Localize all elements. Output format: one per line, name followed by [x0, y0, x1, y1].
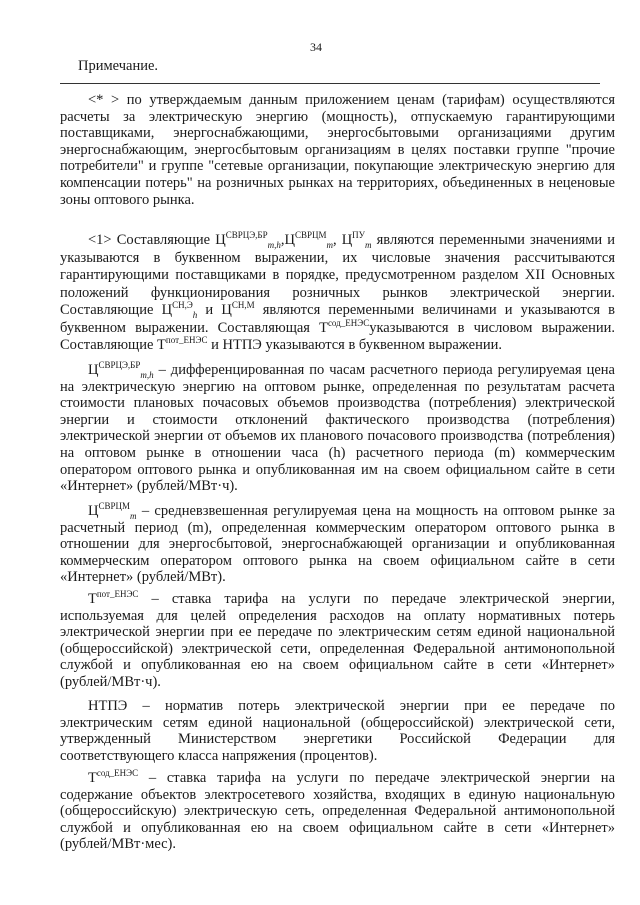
formula-symbol: $Ц^{СН,Э}_h$ — [161, 300, 198, 320]
definition-svrtse-br — [60, 362, 615, 495]
formula-symbol: $Ц^{СВРЦЭ,БР}_{m,h}$ — [88, 360, 154, 380]
text-line: Составляющие $Ц^{СН,Э}_h$ и $Ц^{СН,М}$ являются переменными величинами и указываются в — [60, 300, 616, 320]
definition-svrtsm — [60, 503, 615, 586]
formula-symbol: $Ц^{ПУ}_m$ — [341, 230, 372, 250]
formula-symbol: $Т^{сод\_ЕНЭС}$ — [88, 768, 139, 786]
formula-symbol: $Ц^{СН,М}$ — [221, 300, 255, 318]
text-line: содержание объектов электросетевого хозяйства, входящих в единую национальную — [60, 786, 615, 803]
definition-pot-enes — [60, 591, 615, 691]
text-line: «Интернет» (рублей/МВт·ч). — [60, 478, 238, 495]
text-line: (общероссийской) электрической сети, определенная Федеральной антимонопольной — [60, 640, 615, 657]
text-line: зоны оптового рынка. — [60, 191, 195, 208]
text-line: Составляющие $Т^{пот\_ЕНЭС}$ и НТПЭ указываются в буквенном выражении. — [60, 335, 502, 353]
text-line: электрической энергии от объемов их планового почасового производства (потребления) — [60, 428, 615, 445]
text-line: энергии и стоимости отклонений фактического производства (потребления) — [60, 411, 615, 428]
separator-line — [60, 83, 600, 84]
text-line: буквенном выражении. Составляющая $Т^{сод\_ЕНЭС}указываются$ в числовом выражении. — [60, 317, 615, 336]
formula-symbol: $Т^{пот\_ЕНЭС}$ — [88, 589, 139, 607]
formula-symbol: $Ц^{СВРЦЭ,БР}_{m,h}$ — [215, 230, 281, 250]
text-line: гарантирующими поставщиками в порядке, предусмотренном разделом XII Основных — [60, 267, 615, 283]
formula-symbol: $Т^{пот\_ЕНЭС}$ — [157, 335, 208, 353]
text-line: стоимости плановых почасовых объемов производства (потребления) электрической — [60, 395, 615, 412]
text-line: компенсации потерь" на розничных рынках на территориях, объединенных в неценовые — [60, 174, 615, 191]
text-line: <* > по утверждаемым данным приложением ценам (тарифам) осуществляются — [88, 92, 615, 108]
text-line: (рублей/МВт·мес). — [60, 836, 177, 853]
text-line: коммерческим оператором оптового рынка на своем официальном сайте в сети — [60, 552, 615, 569]
text-line: службой и опубликованная ею на своем официальном сайте в сети «Интернет» — [60, 657, 615, 674]
text-line: $Т^{пот\_ЕНЭС}$ – ставка тарифа на услуги по передаче электрической энергии, — [88, 589, 615, 607]
text-line: <1> Составляющие $Ц^{СВРЦЭ,БР}_{m,h},Ц^{СВРЦМ}_m$, $Ц^{ПУ}_m$ являются переменными значениями и — [88, 230, 616, 250]
text-line: поставщиками, энергоснабжающими, энергосбытовыми организациями другим — [60, 125, 615, 142]
text-line: $Ц^{СВРЦМ}_m$ – средневзвешенная регулируемая цена на мощность на оптовом рынке за — [88, 501, 616, 521]
definition-sod-enes — [60, 770, 615, 853]
text-line: утвержденный Министерством энергетики Российской Федерации для — [60, 731, 615, 748]
text-line: на оптовом рынке в отношении часа (h) расчетного периода (m) коммерческим — [60, 444, 615, 461]
text-line: «Интернет» (рублей/МВт). — [60, 569, 226, 586]
text-line: положений функционирования розничных рынков электрической энергии. — [60, 284, 615, 301]
page-number: 34 — [310, 40, 322, 54]
note-title: Примечание. — [78, 58, 159, 74]
text-line: соответствующего класса напряжения (процентов). — [60, 747, 378, 764]
text-line: расчеты за электрическую энергию (мощность), отпускаемую гарантирующими — [60, 108, 615, 125]
text-line: $Ц^{СВРЦЭ,БР}_{m,h}$ – дифференцированная по часам расчетного периода регулируемая цена — [88, 360, 615, 380]
formula-symbol: $Ц^{СВРЦМ}_m$ — [284, 230, 333, 250]
footnote-star — [60, 92, 615, 208]
formula-symbol: $Ц^{СВРЦМ}_m$ — [88, 501, 137, 521]
text-line: оператором оптового рынка и опубликованная им на своем официальном сайте в сети — [60, 461, 615, 478]
formula-symbol: $Т^{сод\_ЕНЭС}$ — [319, 317, 370, 336]
text-line: электрическим сетям единой национальной (общероссийской) электрической сети, — [60, 714, 615, 731]
text-line: расчетный период (m), определенная коммерческим оператором оптового рынка в — [60, 519, 615, 536]
text-line: указываются в буквенном выражении, их числовые значения рассчитываются — [60, 249, 615, 266]
text-line: энергоснабжающим, энергосбытовым организациям в целях поставки группе "прочие — [60, 141, 615, 158]
footnote-1 — [60, 232, 615, 355]
text-line: используемая для целей определения расходов на оплату нормативных потерь — [60, 607, 615, 624]
text-line: $Т^{сод\_ЕНЭС}$ – ставка тарифа на услуги по передаче электрической энергии на — [88, 768, 616, 786]
text-line: электрической энергии при ее передаче по электрическим сетям единой национальной — [60, 624, 615, 641]
text-line: на электрическую энергию на оптовом рынке, определенная по результатам расчета — [60, 378, 615, 395]
definition-ntpe — [60, 698, 615, 764]
text-line: (рублей/МВт·ч). — [60, 673, 161, 690]
text-line: НТПЭ – норматив потерь электрической энергии при ее передаче по — [88, 698, 615, 714]
text-line: потребители" и группе "сетевые организации, покупающие электрическую энергию для — [60, 158, 615, 175]
text-line: отношении для энергосбытовой, энергоснабжающей организации и опубликованная — [60, 536, 615, 553]
text-line: службой и опубликованная ею на своем официальном сайте в сети «Интернет» — [60, 819, 615, 836]
text-line: (общероссийскую) электрическую сеть, определенная Федеральной антимонопольной — [60, 803, 615, 820]
